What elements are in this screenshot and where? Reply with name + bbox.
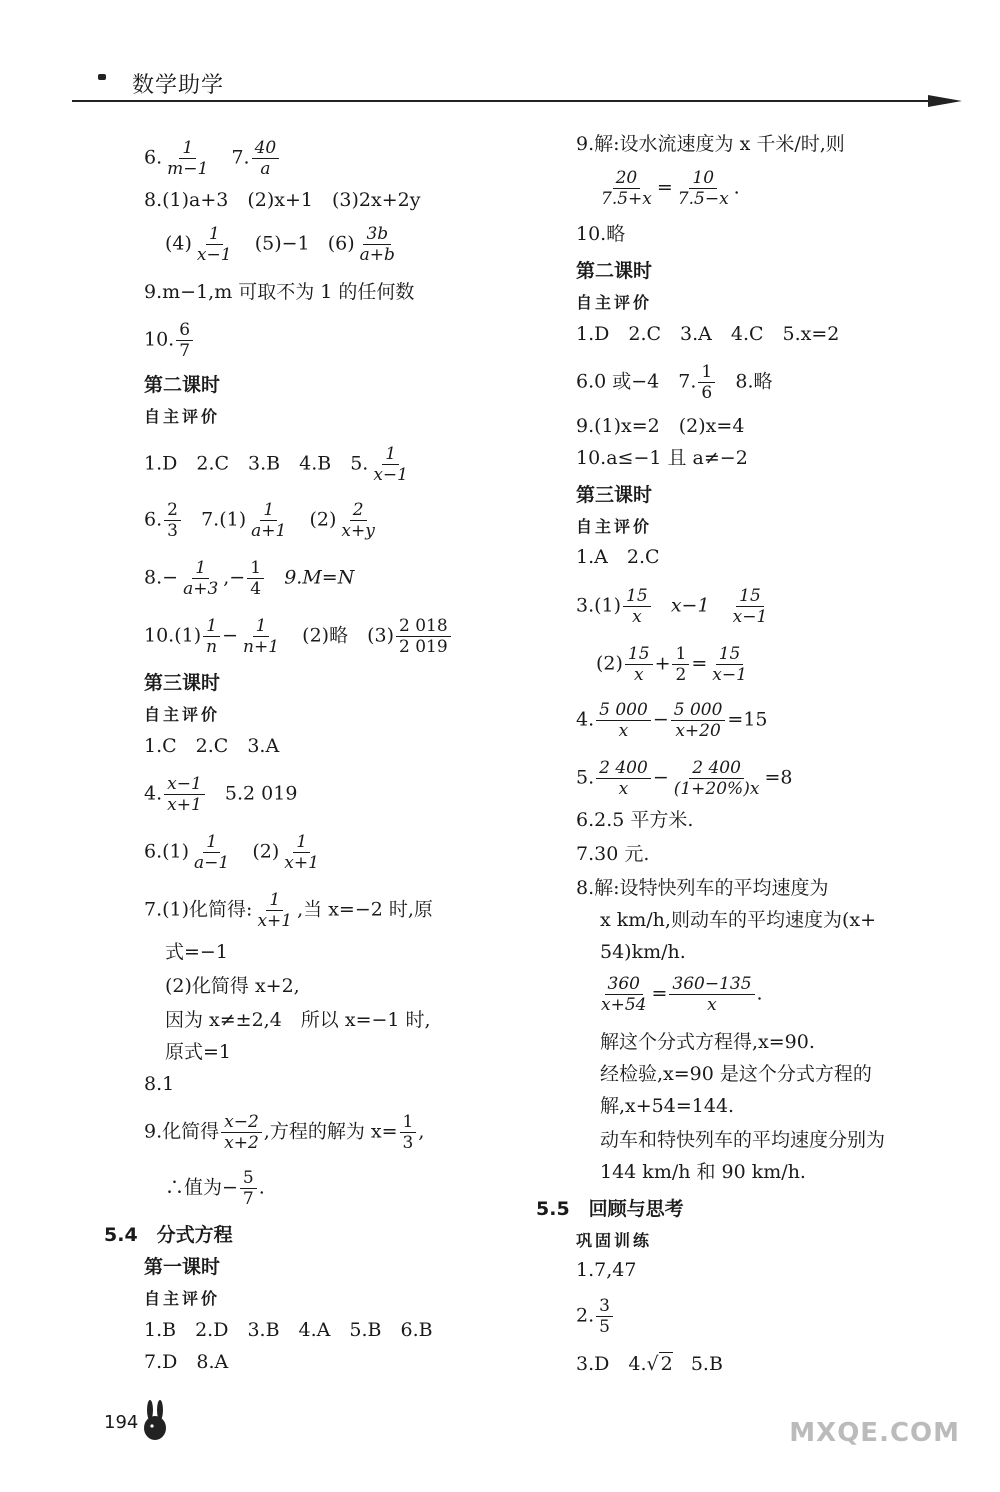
lesson-2-heading: 第二课时 <box>576 260 653 282</box>
answer-8g-line6: 经检验,x=90 是这个分式方程的 <box>600 1063 872 1085</box>
watermark: MXQE.COM <box>789 1418 960 1448</box>
section-5-4-title: 5.4 分式方程 <box>104 1224 233 1246</box>
answer-8g-line7: 解,x+54=144. <box>600 1095 735 1117</box>
rabbit-icon <box>140 1400 170 1446</box>
answer-7c-line1: 7.(1)化简得: $\frac{1}{x+1}$ ,当 x=−2 时,原 <box>144 890 433 931</box>
answer-10: 10. $\frac{6}{7}$ <box>144 320 195 361</box>
section-5-5-title: 5.5 回顾与思考 <box>536 1198 684 1220</box>
self-eval-label: 自主评价 <box>576 517 653 536</box>
answer-8g-line8: 动车和特快列车的平均速度分别为 <box>600 1129 886 1151</box>
answer-1-2g: 1.A 2.C <box>576 546 660 568</box>
answer-3-5k: 3.D 4.√ 2 5.B <box>576 1353 723 1375</box>
self-eval-label: 自主评价 <box>144 407 221 426</box>
answer-7c-line5: 原式=1 <box>165 1041 232 1063</box>
answer-8-9b: 8.− $\frac{1}{a+3}$ ,− $\frac{1}{4}$ 9.M=N <box>144 558 355 599</box>
answer-8g-line1: 8.解:设特快列车的平均速度为 <box>576 877 829 899</box>
answer-5g: 5. $\frac{2 400}{x}$ − $\frac{2 400}{(1+20\%)x}$ =8 <box>576 758 793 799</box>
answer-4g: 4. $\frac{5 000}{x}$ − $\frac{5 000}{x+20}$ =15 <box>576 700 768 741</box>
answer-9r-equation: $\frac{20}{7.5+x}$ = $\frac{10}{7.5-x}$ . <box>601 168 740 209</box>
answer-1-3c: 1.C 2.C 3.A <box>144 735 280 757</box>
header-title: 数学助学 <box>132 73 225 98</box>
answer-6g: 6.2.5 平方米. <box>576 809 694 831</box>
answer-8-row2: (4) $\frac{1}{x-1}$ (5)−1 (6) $\frac{3b}{a+b}$ <box>165 224 395 265</box>
answer-7c-line3: (2)化简得 x+2, <box>165 975 300 997</box>
answer-10r: 10.略 <box>576 223 626 245</box>
self-eval-label: 自主评价 <box>576 293 653 312</box>
answer-8g-line3: 54)km/h. <box>600 941 686 963</box>
header-arrow-icon <box>928 95 962 107</box>
lesson-2-heading: 第二课时 <box>144 374 221 396</box>
answer-1-5e: 1.D 2.C 3.A 4.C 5.x=2 <box>576 323 840 345</box>
answer-4-5c: 4. $\frac{x-1}{x+1}$ 5.2 019 <box>144 774 298 815</box>
consolidation-label: 巩固训练 <box>576 1231 653 1250</box>
self-eval-label: 自主评价 <box>144 1289 221 1308</box>
header-bullet <box>98 74 106 80</box>
answer-9c: 9.化简得 $\frac{x-2}{x+2}$ ,方程的解为 x= $\frac{1}{3}$ , <box>144 1112 425 1153</box>
answer-1-6d: 1.B 2.D 3.B 4.A 5.B 6.B <box>144 1319 433 1341</box>
answer-1k: 1.7,47 <box>576 1259 637 1281</box>
answer-2k: 2. $\frac{3}{5}$ <box>576 1296 615 1337</box>
self-eval-label: 自主评价 <box>144 705 221 724</box>
answer-6-8e: 6.0 或−4 7. $\frac{1}{6}$ 8.略 <box>576 362 773 403</box>
answer-9e: 9.(1)x=2 (2)x=4 <box>576 415 745 437</box>
answer-3g-part1: 3.(1) $\frac{15}{x}$ x−1 $\frac{15}{x-1}$ <box>576 586 768 627</box>
answer-10e: 10.a≤−1 且 a≠−2 <box>576 447 748 469</box>
answer-8g-line9: 144 km/h 和 90 km/h. <box>600 1161 806 1183</box>
answer-8g-line5: 解这个分式方程得,x=90. <box>600 1031 815 1053</box>
lesson-3-heading: 第三课时 <box>144 672 221 694</box>
answer-7g: 7.30 元. <box>576 843 650 865</box>
answer-8-row1: 8.(1)a+3 (2)x+1 (3)2x+2y <box>144 189 421 211</box>
lesson-3-heading: 第三课时 <box>576 484 653 506</box>
answer-7c-line2: 式=−1 <box>165 941 228 963</box>
answer-7c-line4: 因为 x≠±2,4 所以 x=−1 时, <box>165 1009 431 1031</box>
answer-7-8d: 7.D 8.A <box>144 1351 229 1373</box>
answer-9c-value: ∴值为− $\frac{5}{7}$ . <box>165 1168 265 1209</box>
answer-8g-equation: $\frac{360}{x+54}$ = $\frac{360-135}{x}$ . <box>601 974 763 1015</box>
answer-10b: 10.(1) $\frac{1}{n}$ − $\frac{1}{n+1}$ (2)略 (3) $\frac{2 018}{2 019}$ <box>144 616 453 657</box>
answer-9r-line1: 9.解:设水流速度为 x 千米/时,则 <box>576 133 845 155</box>
answer-6-7: 6. $\frac{1}{m-1}$ 7. $\frac{40}{a}$ <box>144 138 281 179</box>
page-number: 194 <box>104 1412 139 1433</box>
answer-8c: 8.1 <box>144 1073 175 1095</box>
answer-6-7b: 6. $\frac{2}{3}$ 7.(1) $\frac{1}{a+1}$ (2) $\frac{2}{x+y}$ <box>144 500 375 541</box>
header-rule <box>72 100 942 102</box>
answer-1-5: 1.D 2.C 3.B 4.B 5. $\frac{1}{x-1}$ <box>144 444 408 485</box>
lesson-1-heading: 第一课时 <box>144 1256 221 1278</box>
answer-6c: 6.(1) $\frac{1}{a-1}$ (2) $\frac{1}{x+1}$ <box>144 832 319 873</box>
answer-8g-line2: x km/h,则动车的平均速度为(x+ <box>600 909 877 931</box>
answer-3g-part2: (2) $\frac{15}{x}$ + $\frac{1}{2}$ = $\frac{15}{x-1}$ <box>596 644 747 685</box>
answer-9: 9.m−1,m 可取不为 1 的任何数 <box>144 281 415 303</box>
